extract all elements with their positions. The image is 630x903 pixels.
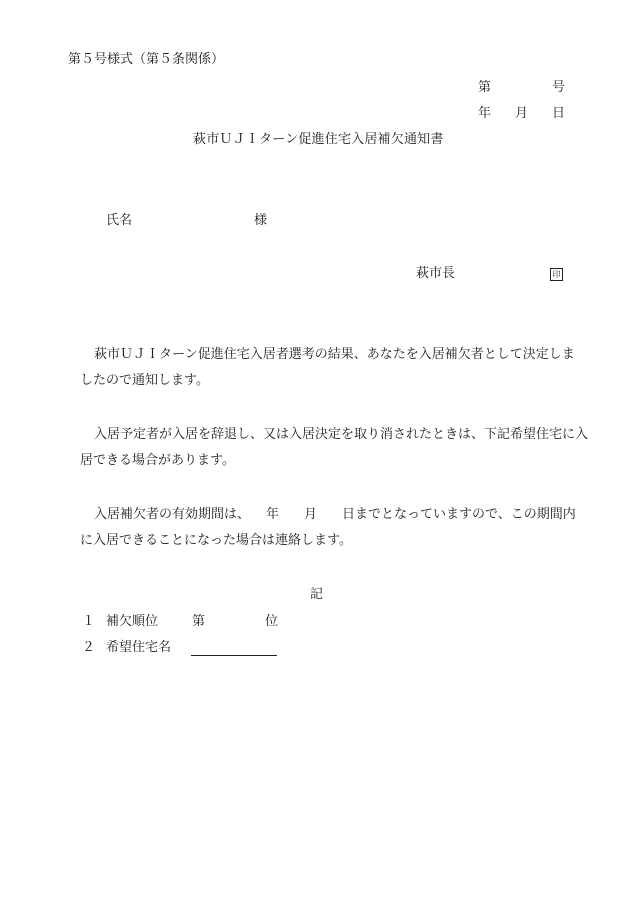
item-1-suffix: 位	[265, 614, 279, 629]
recipient-label: 氏名	[106, 213, 133, 228]
doc-number-suffix: 号	[552, 80, 566, 95]
recipient-honorific: 様	[254, 213, 268, 228]
paragraph-1-line-2: したので通知します。	[80, 373, 209, 388]
blank-underline	[191, 643, 277, 656]
date-month: 月	[515, 106, 529, 121]
paragraph-1-line-1: 萩市ＵＪＩターン促進住宅入居者選考の結果、あなたを入居補欠者として決定しま	[94, 347, 575, 362]
paragraph-3-year: 年	[266, 507, 280, 522]
doc-number-prefix: 第	[478, 80, 492, 95]
paragraph-2-line-2: 居できる場合があります。	[80, 453, 235, 468]
paragraph-3-line-1-b: 日までとなっていますので、この期間内	[342, 507, 576, 522]
paragraph-2-line-1: 入居予定者が入居を辞退し、又は入居決定を取り消されたときは、下記希望住宅に入	[94, 427, 589, 442]
sender-label: 萩市長	[416, 266, 456, 281]
item-1-number: １	[82, 614, 96, 629]
date-day: 日	[552, 106, 566, 121]
ki-heading: 記	[310, 587, 324, 602]
item-1-label: 補欠順位	[106, 614, 159, 629]
paragraph-3-line-2: に入居できることになった場合は連絡します。	[80, 533, 352, 548]
item-2-blank-line	[191, 640, 277, 656]
date-year: 年	[478, 106, 492, 121]
item-2-number: ２	[82, 640, 96, 655]
document-title: 萩市ＵＪＩターン促進住宅入居補欠通知書	[193, 132, 444, 147]
item-2-label: 希望住宅名	[106, 640, 172, 655]
seal-icon: 印	[550, 268, 563, 281]
form-number: 第５号様式（第５条関係）	[68, 52, 225, 67]
seal-mark	[550, 266, 563, 282]
item-1-prefix: 第	[192, 614, 206, 629]
paragraph-3-line-1-a: 入居補欠者の有効期間は、	[94, 507, 251, 522]
paragraph-3-month: 月	[304, 507, 318, 522]
